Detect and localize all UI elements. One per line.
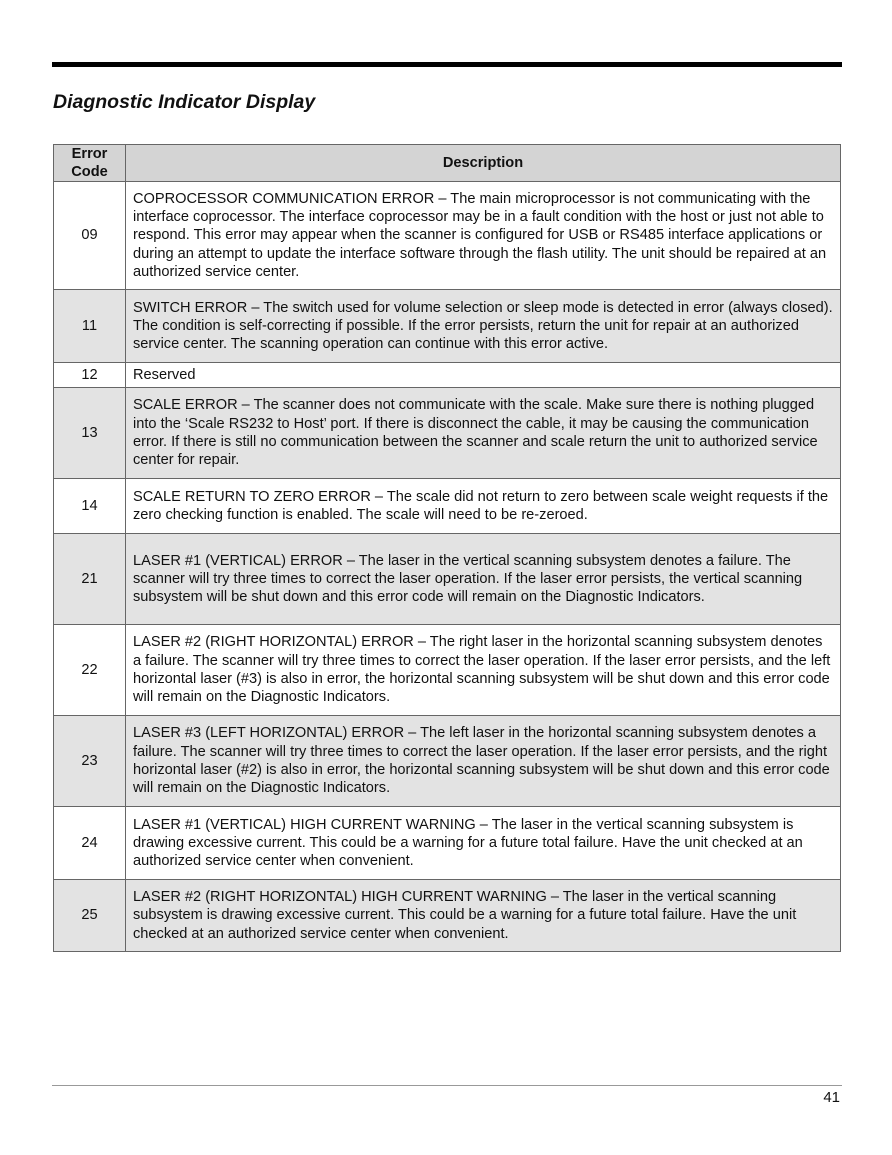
- error-code-header: Error Code: [54, 145, 126, 182]
- error-code-cell: 23: [54, 716, 126, 807]
- table-header-row: [54, 145, 841, 182]
- page-title: Diagnostic Indicator Display: [53, 91, 316, 113]
- footer-rule: [52, 1085, 842, 1086]
- page-number: 41: [823, 1089, 840, 1106]
- table-row: [54, 182, 841, 290]
- error-description-cell: LASER #2 (RIGHT HORIZONTAL) ERROR – The right laser in the horizontal scanning subsystem denotes a failure. The scanner will try three times to correct the laser operation. If the laser error persists, and the left horizontal laser (#3) is also in error, the horizontal scanning subsystem will be shut down and this error code will remain on the Diagnostic Indicators.: [126, 625, 841, 716]
- error-code-cell: 09: [54, 182, 126, 290]
- diagnostic-error-table: [53, 144, 841, 952]
- error-code-cell: 12: [54, 363, 126, 388]
- table-row: [54, 716, 841, 807]
- error-description-cell: LASER #1 (VERTICAL) ERROR – The laser in the vertical scanning subsystem denotes a failure. The scanner will try three times to correct the laser operation. If the laser error persists, the vertical scanning subsystem will be shut down and this error code will remain on the Diagnostic Indicators.: [126, 534, 841, 625]
- error-description-cell: COPROCESSOR COMMUNICATION ERROR – The main microprocessor is not communicating with the interface coprocessor. The interface coprocessor may be in a fault condition with the host or just not able to respond. This error may appear when the scanner is configured for USB or RS485 interface applications or during an attempt to update the interface software through the flash utility. The unit should be repaired at an authorized service center.: [126, 182, 841, 290]
- error-code-cell: 24: [54, 807, 126, 880]
- error-description-cell: Reserved: [126, 363, 841, 388]
- table-row: [54, 363, 841, 388]
- error-description-cell: LASER #2 (RIGHT HORIZONTAL) HIGH CURRENT WARNING – The laser in the vertical scanning subsystem is drawing excessive current. This could be a warning for a future total failure. Have the unit checked at an authorized service center when convenient.: [126, 880, 841, 952]
- table-row: [54, 290, 841, 363]
- error-description-cell: LASER #3 (LEFT HORIZONTAL) ERROR – The left laser in the horizontal scanning subsystem denotes a failure. The scanner will try three times to correct the laser operation. If the laser error persists, and the right horizontal laser (#2) is also in error, the horizontal scanning subsystem will be shut down and this error code will remain on the Diagnostic Indicators.: [126, 716, 841, 807]
- error-description-cell: LASER #1 (VERTICAL) HIGH CURRENT WARNING – The laser in the vertical scanning subsystem is drawing excessive current. This could be a warning for a future total failure. Have the unit checked at an authorized service center when convenient.: [126, 807, 841, 880]
- table-row: [54, 880, 841, 952]
- error-code-cell: 13: [54, 388, 126, 479]
- error-code-cell: 11: [54, 290, 126, 363]
- table-row: [54, 807, 841, 880]
- error-code-cell: 22: [54, 625, 126, 716]
- table-row: [54, 625, 841, 716]
- error-code-cell: 14: [54, 479, 126, 534]
- table-row: [54, 388, 841, 479]
- table-row: [54, 479, 841, 534]
- error-code-cell: 25: [54, 880, 126, 952]
- error-description-cell: SCALE ERROR – The scanner does not communicate with the scale. Make sure there is nothing plugged into the ‘Scale RS232 to Host’ port. If there is disconnect the cable, it may be causing the communication error. If there is still no communication between the scanner and scale return the unit to authorized service center for repair.: [126, 388, 841, 479]
- error-description-cell: SCALE RETURN TO ZERO ERROR – The scale did not return to zero between scale weight requests if the zero checking function is enabled. The scale will need to be re-zeroed.: [126, 479, 841, 534]
- header-rule: [52, 62, 842, 67]
- error-code-cell: 21: [54, 534, 126, 625]
- table-row: [54, 534, 841, 625]
- description-header: Description: [126, 145, 841, 182]
- error-description-cell: SWITCH ERROR – The switch used for volume selection or sleep mode is detected in error (always closed). The condition is self-correcting if possible. If the error persists, return the unit for repair at an authorized service center. The scanning operation can continue with this error active.: [126, 290, 841, 363]
